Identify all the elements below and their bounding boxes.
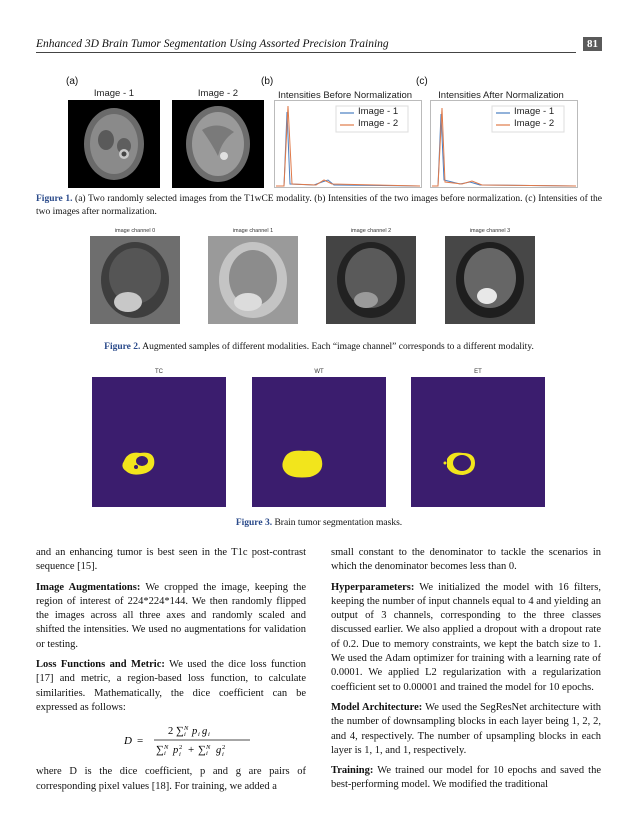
svg-text:i: i [164, 750, 166, 758]
svg-text:N: N [164, 744, 169, 752]
left-paragraph-4: where D is the dice coefficient, p and g are pairs of corresponding pixel values [18]. For training, we added a [36, 766, 306, 792]
legend-b-item-2: Image - 2 [358, 118, 399, 129]
svg-text:i: i [198, 731, 200, 739]
right-paragraph-2 [331, 581, 601, 695]
figure-2-caption [36, 341, 602, 354]
svg-text:2: 2 [222, 744, 226, 752]
hyperparameters-heading: Hyperparameters: [331, 581, 415, 593]
plot-after-normalization [430, 100, 578, 188]
legend-c-item-2: Image - 2 [514, 118, 555, 129]
svg-text:i: i [206, 750, 208, 758]
brain-image-2 [172, 100, 264, 188]
legend-b-item-1: Image - 1 [358, 106, 399, 117]
left-column [36, 546, 306, 800]
svg-text:g: g [216, 745, 222, 757]
channel-3-title: image channel 3 [469, 228, 511, 234]
figure-3-caption [36, 517, 602, 530]
left-paragraph-2 [36, 581, 306, 652]
brain-image-1 [68, 100, 160, 188]
svg-text:i: i [222, 751, 224, 759]
svg-text:i: i [208, 731, 210, 739]
model-architecture-text: We used the SegResNet architecture with the number of downsampling blocks in each layer being 1, 2, 2, and 4, respectively. The number of upsampling blocks in each layer is 1, 1, and 1, respectively. [331, 701, 601, 756]
tc-title: TC [155, 369, 163, 375]
wt-title: WT [314, 369, 324, 375]
image1-title: Image - 1 [93, 88, 135, 99]
right-paragraph-3 [331, 701, 601, 758]
svg-text:=: = [137, 735, 144, 748]
figure-1-caption [36, 193, 602, 219]
training-heading: Training: [331, 765, 374, 777]
header-rule [36, 52, 576, 53]
svg-text:i: i [179, 751, 181, 759]
image-augmentations-heading: Image Augmentations: [36, 581, 141, 593]
loss-functions-heading: Loss Functions and Metric: [36, 659, 165, 671]
hyperparameters-text: We initialized the model with 16 filters, keeping the number of input channels equal to 4 and yielding an output of 3 channels, corresponding to the three classes discussed earlier. We also applied a dropout with a dropout rate of 0.2. Due to memory constraints, we kept the batch size to 1. We used the Adam optimizer for training with a learning rate of 0.0001. We applied L2 regularization with a regularization coefficient set to 0.00001 and trained the model for 10 epochs. [331, 581, 601, 693]
figure-2-caption-label: Figure 2. [104, 342, 141, 352]
svg-text:2: 2 [179, 744, 183, 752]
panel-c-label: (c) [416, 76, 428, 87]
channel-0-image [90, 236, 180, 324]
left-paragraph-3 [36, 658, 306, 715]
svg-text:i: i [184, 731, 186, 739]
training-text: We trained our model for 10 epochs and saved the best-performing model. We modified the traditional [331, 765, 601, 791]
svg-text:N: N [206, 744, 211, 752]
dice-equation [36, 721, 306, 759]
figure-3-caption-text: Brain tumor segmentation masks. [274, 518, 403, 528]
et-mask [411, 377, 545, 507]
svg-text:+: + [188, 744, 195, 757]
svg-text:∑: ∑ [156, 744, 164, 757]
channel-2-image [326, 236, 416, 324]
figure-1-caption-label: Figure 1. [36, 194, 73, 204]
channel-3-image [445, 236, 535, 324]
right-column [331, 546, 601, 799]
left-paragraph-1: and an enhancing tumor is best seen in the T1c post-contrast sequence [15]. [36, 547, 306, 573]
panel-a-label: (a) [66, 76, 79, 87]
channel-2-title: image channel 2 [350, 228, 392, 234]
svg-text:p: p [173, 745, 179, 757]
svg-text:∑: ∑ [176, 725, 184, 738]
loss-functions-text: We used the dice loss function [17] and metric, a region-based loss function, to calculate similarities. Mathematically, the dice coefficient can be expressed as follows: [36, 659, 307, 713]
right-paragraph-1: small constant to the denominator to tackle the scenarios in which the denominator becomes less than 0. [331, 547, 601, 573]
svg-text:N: N [184, 725, 189, 733]
plot-before-normalization [274, 100, 422, 188]
running-header [36, 38, 602, 56]
svg-text:D: D [124, 735, 132, 748]
channel-1-title: image channel 1 [232, 228, 274, 234]
svg-text:∑: ∑ [198, 744, 206, 757]
channel-0-title: image channel 0 [114, 228, 156, 234]
header-title: Enhanced 3D Brain Tumor Segmentation Using Assorted Precision Training [36, 38, 389, 50]
plot-b-title: Intensities Before Normalization [277, 90, 413, 101]
tc-mask [92, 377, 226, 507]
dice-equation-graphic [36, 721, 306, 759]
wt-mask [252, 377, 386, 507]
et-title: ET [474, 369, 482, 375]
plot-c-title: Intensities After Normalization [438, 90, 564, 101]
model-architecture-heading: Model Architecture: [331, 701, 423, 713]
legend-c-item-1: Image - 1 [514, 106, 555, 117]
image-augmentations-text: We cropped the image, keeping the region of interest of 224*224*144. We then randomly flipped the images across all three axes and randomly scaled and shifted the intensities. We used no augmentations for validation or testing. [36, 581, 307, 650]
svg-text:2: 2 [168, 726, 174, 738]
channel-1-image [208, 236, 298, 324]
figure-1-caption-text: (a) Two randomly selected images from the T1wCE modality. (b) Intensities of the two images before normalization. (c) Intensities of the two images after normalization. [36, 194, 602, 217]
page-number: 81 [583, 37, 602, 51]
right-paragraph-4 [331, 764, 601, 793]
figure-2-caption-text: Augmented samples of different modalities. Each “image channel” corresponds to a different modality. [142, 342, 534, 352]
svg-text:g: g [202, 726, 208, 738]
svg-text:p: p [192, 726, 198, 738]
image2-title: Image - 2 [197, 88, 239, 99]
panel-b-label: (b) [261, 76, 274, 87]
figure-3-caption-label: Figure 3. [235, 518, 273, 528]
